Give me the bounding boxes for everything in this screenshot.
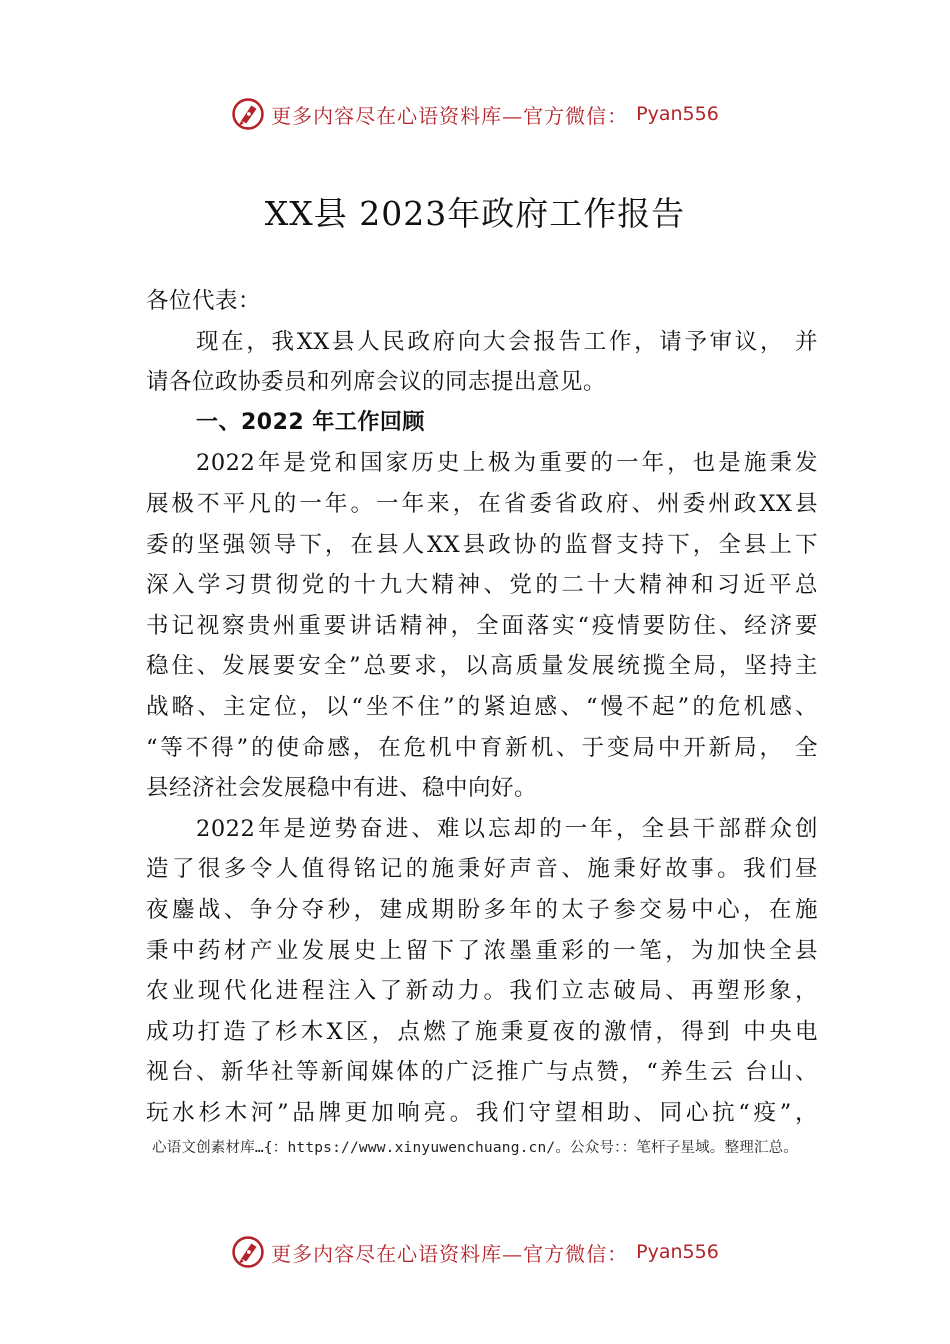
paragraph-line: 秉中药材产业发展史上留下了浓墨重彩的一笔，为加快全县 (146, 937, 818, 964)
paragraph-line: 2022年是党和国家历史上极为重要的一年，也是施秉发 (196, 450, 818, 477)
salutation: 各位代表： (146, 288, 262, 314)
paragraph-line: 委的坚强领导下，在县人XX县政协的监督支持下，全县上下 (146, 531, 818, 558)
section-heading: 一、2022 年工作回顾 (196, 409, 425, 435)
paragraph-line: 深入学习贯彻党的十九大精神、党的二十大精神和习近平总 (146, 572, 818, 599)
document-body (146, 281, 818, 1133)
paragraph-line: 造了很多令人值得铭记的施秉好声音、施秉好故事。我们昼 (146, 856, 818, 883)
pen-nib-logo-icon (231, 1235, 265, 1269)
paragraph-line: 稳住、发展要安全”总要求，以高质量发展统揽全局，坚持主 (146, 653, 818, 680)
footer-source-note: 心语文创素材库…{：https://www.xinyuwenchuang.cn/。公众号：：笔杆子星域。整理汇总。 (152, 1140, 798, 1156)
paragraph-line: 玩水杉木河”品牌更加响亮。我们守望相助、同心抗“疫”， (146, 1099, 818, 1126)
banner-wechat-id: Pyan556 (636, 103, 719, 125)
banner-wechat-id: Pyan556 (636, 1241, 719, 1263)
banner-text: 更多内容尽在心语资料库—官方微信： (271, 103, 629, 128)
top-banner[interactable] (0, 94, 950, 134)
paragraph-line: 成功打造了杉木X区，点燃了施秉夏夜的激情，得到 中央电 (146, 1018, 818, 1045)
paragraph-line: 县经济社会发展稳中有进、稳中向好。 (146, 775, 538, 802)
paragraph-line: 请各位政协委员和列席会议的同志提出意见。 (146, 369, 607, 396)
document-title: XX县 2023年政府工作报告 (264, 194, 686, 233)
paragraph-line: “等不得”的使命感，在危机中育新机、于变局中开新局， 全 (146, 734, 818, 761)
paragraph-line: 战略、主定位，以“坐不住”的紧迫感、“慢不起”的危机感、 (146, 693, 818, 720)
banner-text: 更多内容尽在心语资料库—官方微信： (271, 1241, 629, 1266)
paragraph-line: 展极不平凡的一年。一年来，在省委省政府、州委州政XX县 (146, 490, 818, 517)
pen-nib-logo-icon (231, 97, 265, 131)
paragraph-line: 视台、新华社等新闻媒体的广泛推广与点赞，“养生云 台山、 (146, 1059, 818, 1086)
paragraph-line: 农业现代化进程注入了新动力。我们立志破局、再塑形象， (146, 978, 818, 1005)
paragraph-line: 现在，我XX县人民政府向大会报告工作，请予审议， 并 (196, 328, 818, 355)
paragraph-line: 夜鏖战、争分夺秒，建成期盼多年的太子参交易中心，在施 (146, 896, 818, 923)
bottom-banner[interactable] (0, 1232, 950, 1272)
paragraph-line: 2022年是逆势奋进、难以忘却的一年，全县干部群众创 (196, 815, 818, 842)
paragraph-line: 书记视察贵州重要讲话精神，全面落实“疫情要防住、经济要 (146, 612, 818, 639)
